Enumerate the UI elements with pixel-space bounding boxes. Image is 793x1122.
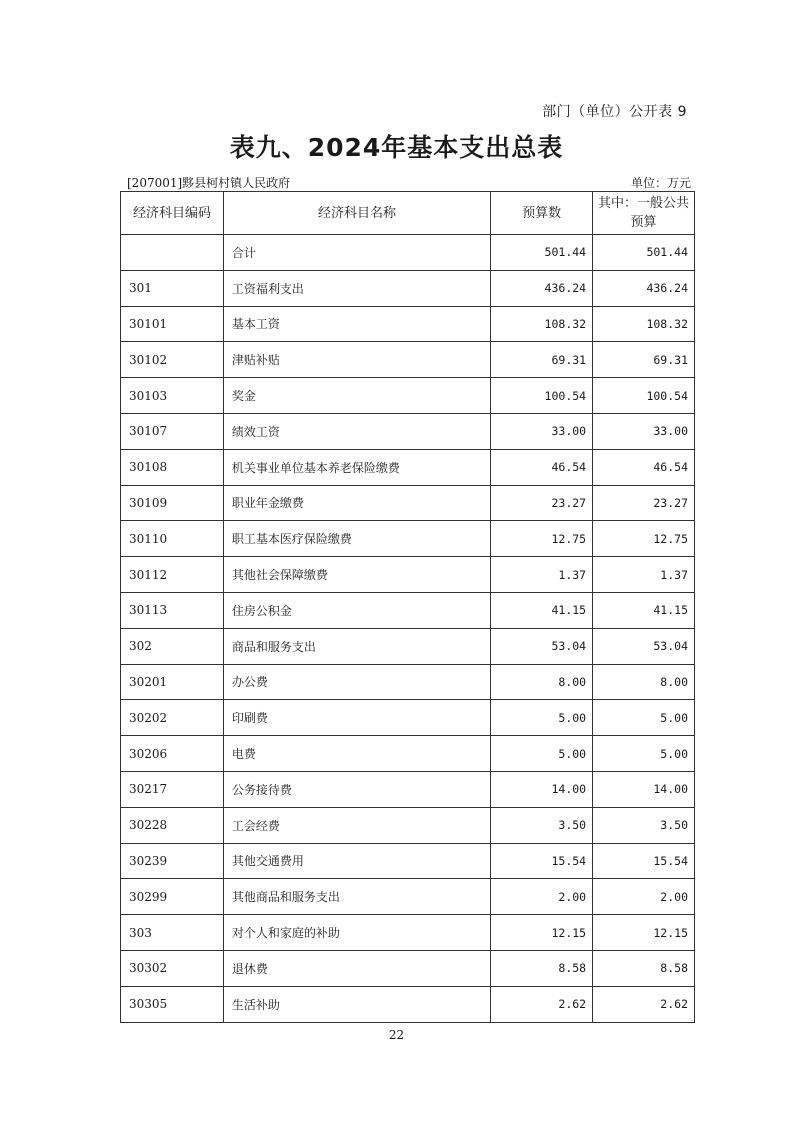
table-row bbox=[121, 915, 695, 951]
cell-name: 工会经费 bbox=[223, 807, 490, 843]
cell-name: 职业年金缴费 bbox=[223, 485, 490, 521]
cell-code: 30206 bbox=[121, 736, 224, 772]
unit-name: [207001]黟县柯村镇人民政府 bbox=[127, 176, 291, 190]
table-row bbox=[121, 306, 695, 342]
cell-general-budget: 12.15 bbox=[593, 915, 695, 951]
cell-name: 公务接待费 bbox=[223, 771, 490, 807]
unit-line bbox=[121, 174, 691, 190]
cell-name: 职工基本医疗保险缴费 bbox=[223, 521, 490, 557]
cell-code: 30239 bbox=[121, 843, 224, 879]
cell-code: 30202 bbox=[121, 700, 224, 736]
table-row bbox=[121, 521, 695, 557]
table-row bbox=[121, 700, 695, 736]
cell-budget: 8.00 bbox=[491, 664, 593, 700]
cell-name: 津贴补贴 bbox=[223, 342, 490, 378]
cell-general-budget: 23.27 bbox=[593, 485, 695, 521]
cell-general-budget: 15.54 bbox=[593, 843, 695, 879]
cell-budget: 5.00 bbox=[491, 736, 593, 772]
cell-budget: 23.27 bbox=[491, 485, 593, 521]
table-header-row bbox=[121, 192, 695, 235]
table-row bbox=[121, 879, 695, 915]
table-row bbox=[121, 950, 695, 986]
cell-name: 绩效工资 bbox=[223, 413, 490, 449]
cell-code: 30103 bbox=[121, 378, 224, 414]
table-row bbox=[121, 664, 695, 700]
cell-budget: 69.31 bbox=[491, 342, 593, 378]
cell-general-budget: 100.54 bbox=[593, 378, 695, 414]
table-row bbox=[121, 235, 695, 271]
table-row bbox=[121, 628, 695, 664]
cell-budget: 12.15 bbox=[491, 915, 593, 951]
cell-name: 印刷费 bbox=[223, 700, 490, 736]
document-tag: 部门（单位）公开表 9 bbox=[542, 104, 687, 120]
column-header-code: 经济科目编码 bbox=[121, 192, 224, 235]
cell-code: 30217 bbox=[121, 771, 224, 807]
cell-general-budget: 108.32 bbox=[593, 306, 695, 342]
cell-code bbox=[121, 235, 224, 271]
cell-general-budget: 5.00 bbox=[593, 700, 695, 736]
table-row bbox=[121, 485, 695, 521]
cell-name: 其他交通费用 bbox=[223, 843, 490, 879]
cell-name: 基本工资 bbox=[223, 306, 490, 342]
table-row bbox=[121, 413, 695, 449]
cell-budget: 3.50 bbox=[491, 807, 593, 843]
column-header-general-budget: 其中：一般公共预算 bbox=[593, 192, 695, 235]
table-body bbox=[121, 235, 695, 1023]
cell-code: 30305 bbox=[121, 986, 224, 1022]
cell-budget: 2.62 bbox=[491, 986, 593, 1022]
cell-budget: 1.37 bbox=[491, 557, 593, 593]
cell-code: 30302 bbox=[121, 950, 224, 986]
cell-code: 30108 bbox=[121, 449, 224, 485]
cell-code: 30102 bbox=[121, 342, 224, 378]
cell-budget: 12.75 bbox=[491, 521, 593, 557]
cell-general-budget: 3.50 bbox=[593, 807, 695, 843]
cell-code: 302 bbox=[121, 628, 224, 664]
cell-code: 30113 bbox=[121, 592, 224, 628]
budget-table bbox=[120, 191, 695, 1023]
cell-name: 工资福利支出 bbox=[223, 270, 490, 306]
cell-budget: 436.24 bbox=[491, 270, 593, 306]
table-row bbox=[121, 807, 695, 843]
cell-general-budget: 33.00 bbox=[593, 413, 695, 449]
cell-budget: 53.04 bbox=[491, 628, 593, 664]
cell-name: 办公费 bbox=[223, 664, 490, 700]
table-row bbox=[121, 771, 695, 807]
cell-general-budget: 8.00 bbox=[593, 664, 695, 700]
cell-general-budget: 46.54 bbox=[593, 449, 695, 485]
cell-budget: 100.54 bbox=[491, 378, 593, 414]
cell-code: 30228 bbox=[121, 807, 224, 843]
table-row bbox=[121, 378, 695, 414]
cell-general-budget: 69.31 bbox=[593, 342, 695, 378]
cell-general-budget: 2.00 bbox=[593, 879, 695, 915]
page-title: 表九、2024年基本支出总表 bbox=[229, 133, 564, 162]
cell-name: 对个人和家庭的补助 bbox=[223, 915, 490, 951]
cell-code: 30101 bbox=[121, 306, 224, 342]
table-row bbox=[121, 592, 695, 628]
cell-budget: 15.54 bbox=[491, 843, 593, 879]
column-header-name: 经济科目名称 bbox=[223, 192, 490, 235]
cell-name: 退休费 bbox=[223, 950, 490, 986]
cell-general-budget: 2.62 bbox=[593, 986, 695, 1022]
table-row bbox=[121, 843, 695, 879]
cell-budget: 14.00 bbox=[491, 771, 593, 807]
cell-general-budget: 436.24 bbox=[593, 270, 695, 306]
cell-budget: 108.32 bbox=[491, 306, 593, 342]
cell-general-budget: 5.00 bbox=[593, 736, 695, 772]
cell-budget: 46.54 bbox=[491, 449, 593, 485]
cell-general-budget: 501.44 bbox=[593, 235, 695, 271]
cell-code: 30110 bbox=[121, 521, 224, 557]
cell-budget: 41.15 bbox=[491, 592, 593, 628]
cell-code: 30201 bbox=[121, 664, 224, 700]
cell-name: 其他社会保障缴费 bbox=[223, 557, 490, 593]
cell-general-budget: 8.58 bbox=[593, 950, 695, 986]
cell-name: 商品和服务支出 bbox=[223, 628, 490, 664]
cell-budget: 33.00 bbox=[491, 413, 593, 449]
cell-general-budget: 41.15 bbox=[593, 592, 695, 628]
cell-name: 合计 bbox=[223, 235, 490, 271]
cell-name: 生活补助 bbox=[223, 986, 490, 1022]
cell-code: 30107 bbox=[121, 413, 224, 449]
cell-code: 303 bbox=[121, 915, 224, 951]
table-row bbox=[121, 736, 695, 772]
cell-budget: 2.00 bbox=[491, 879, 593, 915]
cell-code: 30112 bbox=[121, 557, 224, 593]
cell-name: 奖金 bbox=[223, 378, 490, 414]
cell-code: 30109 bbox=[121, 485, 224, 521]
cell-general-budget: 53.04 bbox=[593, 628, 695, 664]
cell-general-budget: 12.75 bbox=[593, 521, 695, 557]
cell-name: 住房公积金 bbox=[223, 592, 490, 628]
table-row bbox=[121, 986, 695, 1022]
column-header-budget: 预算数 bbox=[491, 192, 593, 235]
currency-unit: 单位：万元 bbox=[630, 176, 691, 190]
cell-general-budget: 14.00 bbox=[593, 771, 695, 807]
cell-name: 电费 bbox=[223, 736, 490, 772]
table-row bbox=[121, 449, 695, 485]
cell-code: 30299 bbox=[121, 879, 224, 915]
cell-budget: 501.44 bbox=[491, 235, 593, 271]
cell-budget: 8.58 bbox=[491, 950, 593, 986]
cell-code: 301 bbox=[121, 270, 224, 306]
cell-general-budget: 1.37 bbox=[593, 557, 695, 593]
table-row bbox=[121, 557, 695, 593]
cell-budget: 5.00 bbox=[491, 700, 593, 736]
cell-name: 其他商品和服务支出 bbox=[223, 879, 490, 915]
table-row bbox=[121, 342, 695, 378]
table-row bbox=[121, 270, 695, 306]
cell-name: 机关事业单位基本养老保险缴费 bbox=[223, 449, 490, 485]
page-number: 22 bbox=[388, 1028, 405, 1042]
